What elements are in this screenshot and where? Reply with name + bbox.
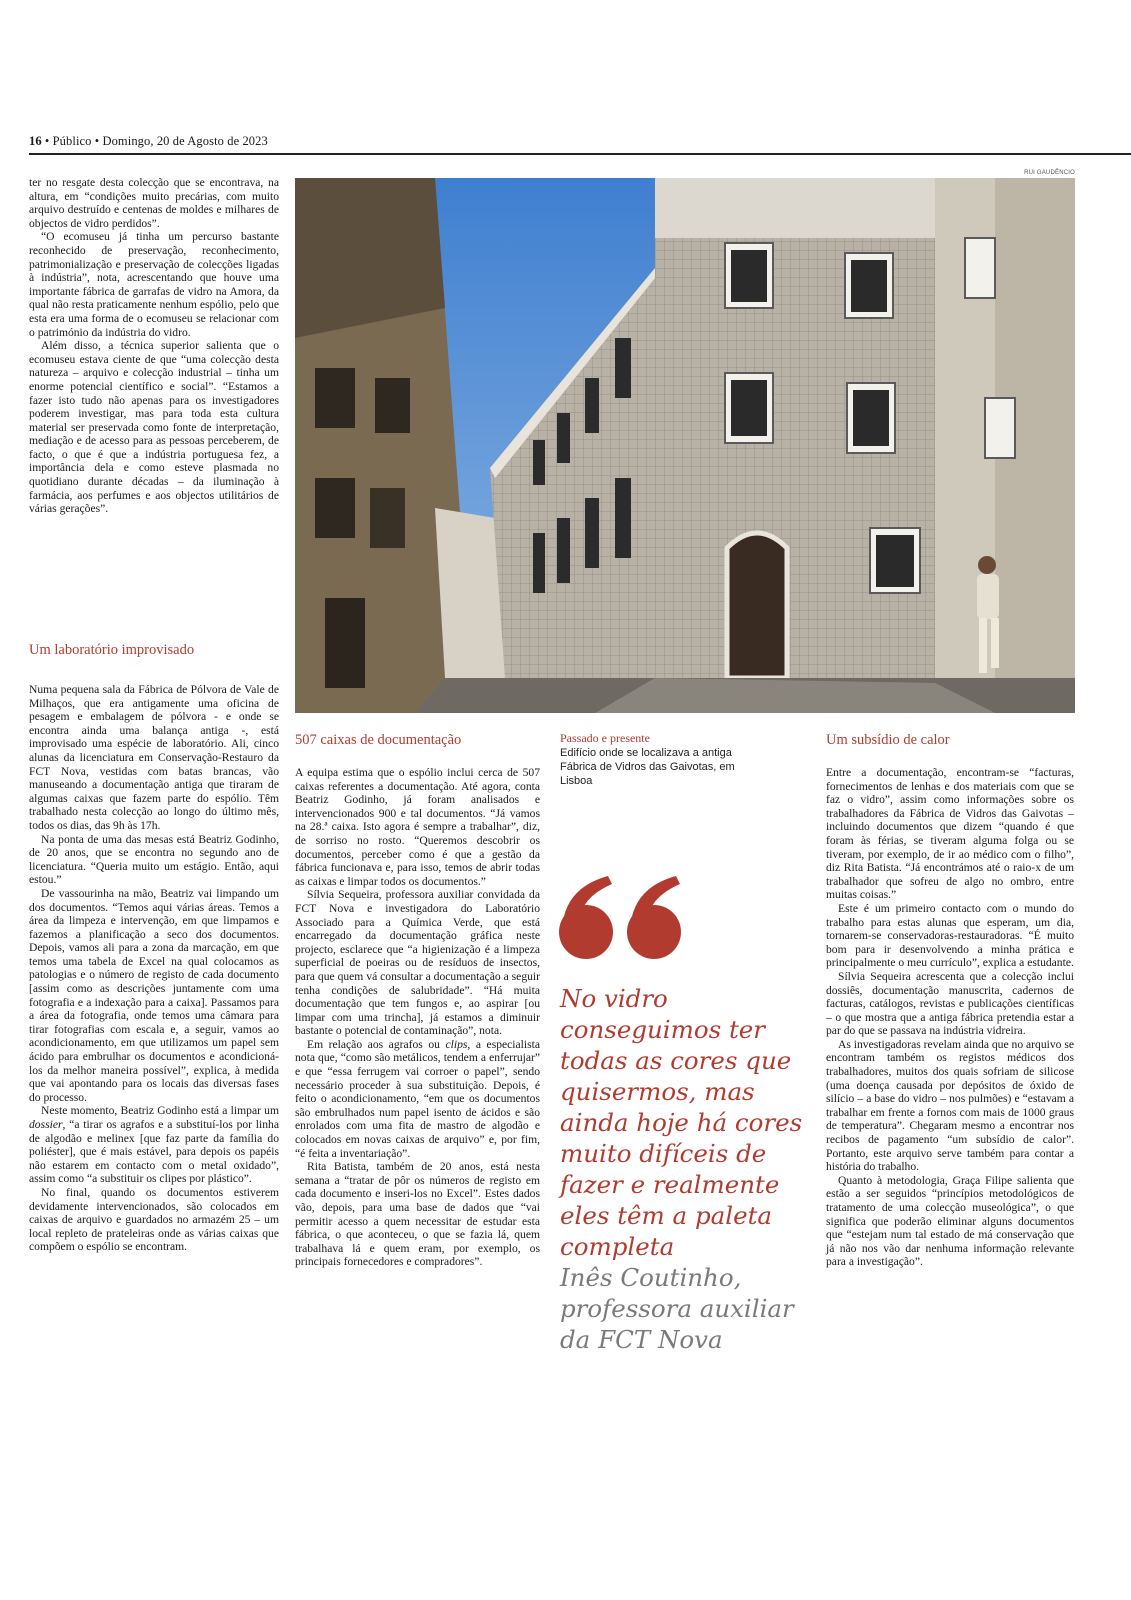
subhead-caixas: 507 caixas de documentação	[295, 732, 462, 748]
column-1-bottom	[29, 683, 279, 1254]
subhead-subsidio: Um subsídio de calor	[826, 732, 950, 748]
paragraph: As investigadoras revelam ainda que no arquivo se encontram também os registos médicos dos trabalhadores, muitos dos quais sofriam de silicose (uma doença causada por depósitos de óxido de silício – a base do vidro – nos pulmões) e “estavam a trabalhar em frente a fornos com mais de 1000 graus de temperatura”. Chegaram mesmo a encontrar nos recibos de pagamento “um subsídio de calor”. Portanto, este arquivo serve também para contar a história do trabalho.	[826, 1037, 1074, 1174]
paragraph: Rita Batista, também de 20 anos, está nesta semana a “tratar de pôr os números de registo em cada documento e inseri-los no Excel”. Estes dados vão, depois, para uma base de dados que “vai permitir acesso a quem necessitar de estudar esta fábrica, o que aconteceu, o que se fazia lá, quem trabalhava lá e quem eram, por exemplo, os principais fornecedores e compradores”.	[295, 1160, 540, 1269]
building-illustration	[295, 178, 1075, 713]
page-number: 16	[29, 134, 42, 148]
paragraph: Sílvia Sequeira acrescenta que a colecção inclui dossiês, documentação manuscrita, cadernos de facturas, catálogos, revistas e publicações científicas – o que mostra que a antiga fábrica pretendia estar a par do que se passava na indústria vidreira.	[826, 969, 1074, 1038]
paragraph: De vassourinha na mão, Beatriz vai limpando um dos documentos. “Temos aqui várias áreas. Temos a área da limpeza e intervenção, em que limpamos e fazemos a planificação a seco dos documentos. Depois, vamos ali para a zona da marcação, em que temos uma tabela de Excel na qual colocamos as patologias e o número de registo de cada documento [assim como as descrições juntamente com uma fotografia e a indexação para a caixa]. Passamos para a área da fotografia, onde temos uma câmara para tirar fotografias com escala e, a seguir, vamos ao acondicionamento, em que utilizamos um papel sem ácido para embrulhar os documentos e acondicioná-los da melhor maneira possível”, explica, à medida que vai apontando para os locais das diversas fases do processo.	[29, 886, 279, 1104]
column-1-top	[29, 176, 279, 516]
paragraph: Além disso, a técnica superior salienta que o ecomuseu estava ciente de que “uma colecção desta natureza – arquivo e colecção industrial – tinha um enorme potencial científico e social”. “Estamos a fazer isto tudo não apenas para os investigadores poderem investigar, mas para toda esta cultura material ser preservada como fonte de interpretação, mediação e de acesso para as pessoas perceberem, de facto, o que é que a indústria portuguesa fez, a importância dela e como esteve plasmada no quotidiano durante décadas – da iluminação à farmácia, aos perfumes e aos objectos utilitários de várias gerações”.	[29, 339, 279, 516]
caption-kicker: Passado e presente	[560, 731, 650, 745]
paragraph: Sílvia Sequeira, professora auxiliar convidada da FCT Nova e investigadora do Laboratório Associado para a Química Verde, que está encarregado da documentação gráfica neste projecto, esclarece que “a higienização é a limpeza superficial de poeiras ou de resíduos de insectos, para que quem vá consultar a documentação a seguir tenha condições de salubridade”. “Há muita documentação que tem fungos e, ao aspirar [ou limpar com uma trincha], já estamos a diminuir bastante o potencial de contaminação”, nota.	[295, 888, 540, 1038]
photo-credit: RUI GAUDÊNCIO	[1024, 170, 1075, 176]
caption-text: Edifício onde se localizava a antiga Fábrica de Vidros das Gaivotas, em Lisboa	[560, 747, 735, 787]
page-folio	[29, 134, 268, 149]
paragraph: ter no resgate desta colecção que se encontrava, na altura, em “condições muito precárias, com muito arquivo destruído e centenas de moldes e milhares de objectos de vidro perdidos”.	[29, 176, 279, 230]
paragraph: Entre a documentação, encontram-se “facturas, fornecimentos de lenhas e dos materiais com que se faz o vidro”, assim como informações sobre os trabalhadores da Fábrica de Vidros das Gaivotas – incluindo documentos que dizem “quando é que foram às férias, se tiveram alguma folga ou se tiveram, por exemplo, de ir ao médico com o filho”, diz Rita Batista. “Já encontrámos até o raio-x de um trabalhador que sofreu de algo no ombro, entre muitas coisas.”	[826, 766, 1074, 902]
quote-mark-icon	[556, 872, 691, 962]
paragraph: No final, quando os documentos estiverem devidamente intervencionados, são colocados em caixas de arquivo e guardados no armazém 25 – um local repleto de prateleiras onde as várias caixas que compõem o espólio se encontram.	[29, 1185, 279, 1254]
pull-quote	[560, 983, 810, 1355]
pull-quote-text: No vidro conseguimos ter todas as cores que quisermos, mas ainda hoje há cores muito difíceis de fazer e realmente eles têm a paleta completa	[560, 984, 803, 1261]
photo-caption	[560, 731, 760, 788]
pull-quote-attribution: Inês Coutinho, professora auxiliar da FCT Nova	[560, 1263, 794, 1354]
paragraph: Em relação aos agrafos ou clips, a especialista nota que, “como são metálicos, tendem a enferrujar” e que “essa ferrugem vai corroer o papel”, sendo necessário proceder à sua substituição. Depois, é feito o acondicionamento, “em que os documentos são embrulhados num papel isento de ácidos e são enrolados com uma fita de mastro de algodão e colocados em novas caixas de arquivo” e, por fim, “é feita a inventariação”.	[295, 1037, 540, 1160]
column-2	[295, 766, 540, 1269]
paragraph: A equipa estima que o espólio inclui cerca de 507 caixas referentes a documentação. Até agora, conta Beatriz Godinho, já foram analisados e intervencionados 900 e tal documentos. “Já vamos na 28.ª caixa. Isto agora é sempre a trabalhar”, diz, de sorriso no rosto. “Queremos descobrir os documentos, perceber como é que a gestão da fábrica funcionava e, para isso, temos de abrir todas as caixas e limpar todos os documentos.”	[295, 766, 540, 888]
paragraph: Quanto à metodologia, Graça Filipe salienta que estão a ser seguidos “princípios metodológicos de tratamento de uma colecção museológica”, o que significa que poderão eliminar alguns documentos que “estejam num tal estado de má conservação que já não nos vão dar nenhuma informação relevante para a investigação”.	[826, 1173, 1074, 1269]
paragraph: “O ecomuseu já tinha um percurso bastante reconhecido de preservação, reconhecimento, patrimonialização e preservação de colecções ligadas à indústria”, nota, acrescentando que houve uma importante fábrica de garrafas de vidro na Amora, da qual não resta praticamente nenhum espólio, pelo que esta era uma forma de o ecomuseu se relacionar com o património da indústria do vidro.	[29, 230, 279, 339]
header-rule	[29, 153, 1131, 155]
paragraph: Neste momento, Beatriz Godinho está a limpar um dossier, “a tirar os agrafos e a substituí-los por linha de algodão e melinex [que faz parte da família do poliéster], que é mais estável, para depois os papéis não estarem em contacto com o metal oxidado”, assim como “a substituir os clipes por plástico”.	[29, 1104, 279, 1186]
paragraph: Na ponta de uma das mesas está Beatriz Godinho, de 20 anos, que se encontra no segundo ano de licenciatura. “Queria muito um estágio. Então, aqui estou.”	[29, 832, 279, 887]
running-head: • Público • Domingo, 20 de Agosto de 2023	[41, 134, 268, 148]
subhead-laboratorio: Um laboratório improvisado	[29, 642, 195, 658]
column-4	[826, 766, 1074, 1269]
paragraph: Numa pequena sala da Fábrica de Pólvora de Vale de Milhaços, que era antigamente uma oficina de pesagem e embalagem de pólvora - e onde se encontra ainda uma balança antiga -, está improvisado uma espécie de laboratório. Ali, cinco alunas da licenciatura em Conservação-Restauro da FCT Nova, vestidas com batas brancas, vão manuseando a documentação antiga que tiraram de algumas caixas que fazem parte do espólio. Têm trabalhado nesta colecção ao longo do último mês, todos os dias, das 9h às 17h.	[29, 683, 279, 832]
paragraph: Este é um primeiro contacto com o mundo do trabalho para estas alunas que esperam, um dia, tornarem-se conservadoras-restauradoras. “É muito bom para ir desenvolvendo a minha prática e principalmente o meu currículo”, explica a estudante.	[826, 901, 1074, 970]
street-building-photo	[295, 178, 1075, 713]
